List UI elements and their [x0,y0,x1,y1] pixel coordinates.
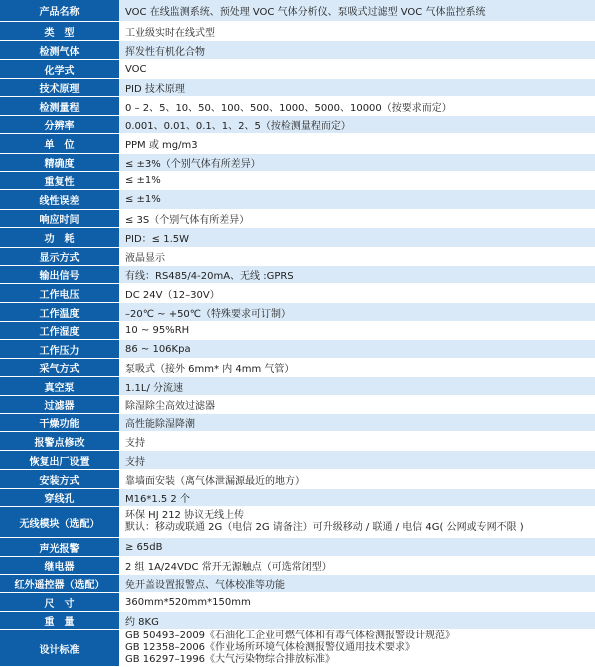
spec-label: 穿线孔 [0,489,119,507]
spec-value [119,134,595,154]
spec-value-line: GB 16297–1996《大气污染物综合排放标准》 [125,654,336,665]
spec-label: 检测量程 [0,97,119,116]
spec-value [119,630,595,667]
spec-value-line: 360mm*520mm*150mm [125,596,251,608]
spec-label: 设计标准 [0,630,119,667]
spec-value-line: 约 8KG [125,617,159,628]
spec-row [0,190,595,210]
spec-label: 无线模块（选配） [0,507,119,538]
spec-label: 安装方式 [0,470,119,489]
spec-value [119,22,595,41]
spec-row [0,266,595,284]
spec-row [0,60,595,79]
spec-value-line: 支持 [125,456,145,468]
spec-value [119,60,595,79]
spec-row [0,228,595,248]
spec-row [0,41,595,60]
spec-value-line: PID：≤ 1.5W [125,234,190,245]
spec-value [119,451,595,470]
spec-value-line: VOC [125,63,147,75]
spec-label: 检测气体 [0,41,119,60]
spec-row [0,396,595,414]
spec-value [119,284,595,303]
spec-value-line: 挥发性有机化合物 [125,46,205,58]
spec-value-line: ≤ ±1% [125,194,161,205]
spec-value [119,79,595,97]
spec-label: 真空泵 [0,377,119,396]
spec-label: 恢复出厂设置 [0,451,119,470]
spec-label: 红外遥控器（选配） [0,575,119,593]
spec-label: 继电器 [0,557,119,575]
spec-value [119,172,595,190]
spec-row [0,593,595,612]
spec-value-line: ≤ ±3%（个别气体有所差异） [125,159,261,170]
spec-value-line: 0.001、0.01、0.1、1、2、5（按检测量程而定） [125,121,351,132]
spec-label: 工作湿度 [0,322,119,340]
spec-label: 重 量 [0,612,119,630]
spec-row [0,134,595,154]
spec-label: 精确度 [0,154,119,172]
spec-row [0,414,595,432]
spec-label: 化学式 [0,60,119,79]
spec-label: 技术原理 [0,79,119,97]
spec-row [0,303,595,322]
spec-value-line: PPM 或 mg/m3 [125,140,198,151]
spec-value [119,97,595,116]
spec-label: 工作压力 [0,340,119,359]
spec-value-line: GB 12358–2006《作业场所环境气体检测报警仪通用技术要求》 [125,642,416,653]
spec-row [0,116,595,134]
spec-value [119,557,595,575]
spec-value-line: DC 24V（12–30V） [125,289,220,301]
spec-label: 重复性 [0,172,119,190]
spec-row [0,489,595,507]
spec-value [119,322,595,340]
spec-value-line: 支持 [125,437,145,449]
spec-value [119,210,595,228]
spec-value [119,340,595,359]
spec-label: 过滤器 [0,396,119,414]
spec-value [119,154,595,172]
spec-row [0,210,595,228]
spec-row [0,470,595,489]
spec-row [0,377,595,396]
spec-label: 工作电压 [0,284,119,303]
spec-row [0,0,595,22]
spec-row [0,97,595,116]
spec-label: 功 耗 [0,228,119,248]
spec-value-line: 高性能除湿降潮 [125,419,195,430]
spec-row [0,154,595,172]
spec-row [0,612,595,630]
spec-value-line: 工业级实时在线式型 [125,27,215,39]
spec-row [0,172,595,190]
spec-value [119,248,595,266]
spec-value [119,116,595,134]
spec-row [0,432,595,451]
spec-label: 单 位 [0,134,119,154]
spec-value-line: 86 ~ 106Kpa [125,343,191,355]
spec-value-line: 0 – 2、5、10、50、100、500、1000、5000、10000（按要求而定） [125,102,452,114]
spec-value-line: 有线：RS485/4-20mA、无线 :GPRS [125,271,294,282]
spec-value-line: 除湿除尘高效过滤器 [125,401,215,412]
spec-value-line: M16*1.5 2 个 [125,494,190,505]
spec-row [0,575,595,593]
spec-row [0,22,595,41]
spec-value-line: 液晶显示 [125,253,165,264]
spec-label: 报警点修改 [0,432,119,451]
spec-value [119,470,595,489]
spec-value-line: VOC 在线监测系统、预处理 VOC 气体分析仪、泵吸式过滤型 VOC 气体监控系统 [125,7,486,18]
spec-label: 尺 寸 [0,593,119,612]
spec-value [119,489,595,507]
spec-label: 响应时间 [0,210,119,228]
spec-row [0,451,595,470]
spec-value-line: 1.1L/ 分流速 [125,382,184,394]
spec-value [119,432,595,451]
spec-label: 分辨率 [0,116,119,134]
spec-value-line: 10 ~ 95%RH [125,325,190,336]
spec-label: 产品名称 [0,0,119,22]
spec-value [119,228,595,248]
spec-row [0,248,595,266]
spec-value-line: –20℃ ~ +50℃（特殊要求可订制） [125,308,292,320]
spec-row [0,322,595,340]
spec-value [119,507,595,538]
spec-label: 干燥功能 [0,414,119,432]
spec-value-line: ≥ 65dB [125,541,163,553]
spec-value [119,41,595,60]
spec-row [0,79,595,97]
spec-value [119,0,595,22]
spec-label: 输出信号 [0,266,119,284]
spec-value-line: PID 技术原理 [125,84,185,95]
spec-value [119,359,595,377]
spec-label: 声光报警 [0,538,119,557]
spec-value [119,593,595,612]
spec-value [119,377,595,396]
spec-value [119,266,595,284]
spec-value-line: 2 组 1A/24VDC 常开无源触点（可选常闭型） [125,562,332,573]
spec-value [119,538,595,557]
spec-value-line: 泵吸式（接外 6mm* 内 4mm 气管） [125,364,295,375]
spec-value [119,190,595,210]
spec-value-line: 默认：移动或联通 2G（电信 2G 请备注）可升级移动 / 联通 / 电信 4G( 公网或专网不限 ) [125,522,524,533]
spec-row [0,630,595,667]
spec-value [119,414,595,432]
spec-row [0,557,595,575]
spec-value-line: 环保 HJ 212 协议无线上传 [125,510,245,521]
spec-value [119,575,595,593]
spec-value [119,612,595,630]
spec-value-line: ≤ ±1% [125,175,161,186]
spec-value-line: 靠墙面安装（离气体泄漏源最近的地方） [125,475,305,487]
spec-label: 采气方式 [0,359,119,377]
spec-label: 工作温度 [0,303,119,322]
spec-value-line: 免开盖设置报警点、气体校准等功能 [125,580,285,591]
spec-value [119,303,595,322]
spec-value [119,396,595,414]
spec-value-line: GB 50493–2009《石油化工企业可燃气体和有毒气体检测报警设计规范》 [125,630,456,641]
spec-label: 类 型 [0,22,119,41]
spec-row [0,359,595,377]
spec-label: 显示方式 [0,248,119,266]
spec-row [0,284,595,303]
spec-value-line: ≤ 3S（个别气体有所差异） [125,215,250,226]
spec-row [0,340,595,359]
spec-row [0,538,595,557]
spec-label: 线性误差 [0,190,119,210]
spec-row [0,507,595,538]
